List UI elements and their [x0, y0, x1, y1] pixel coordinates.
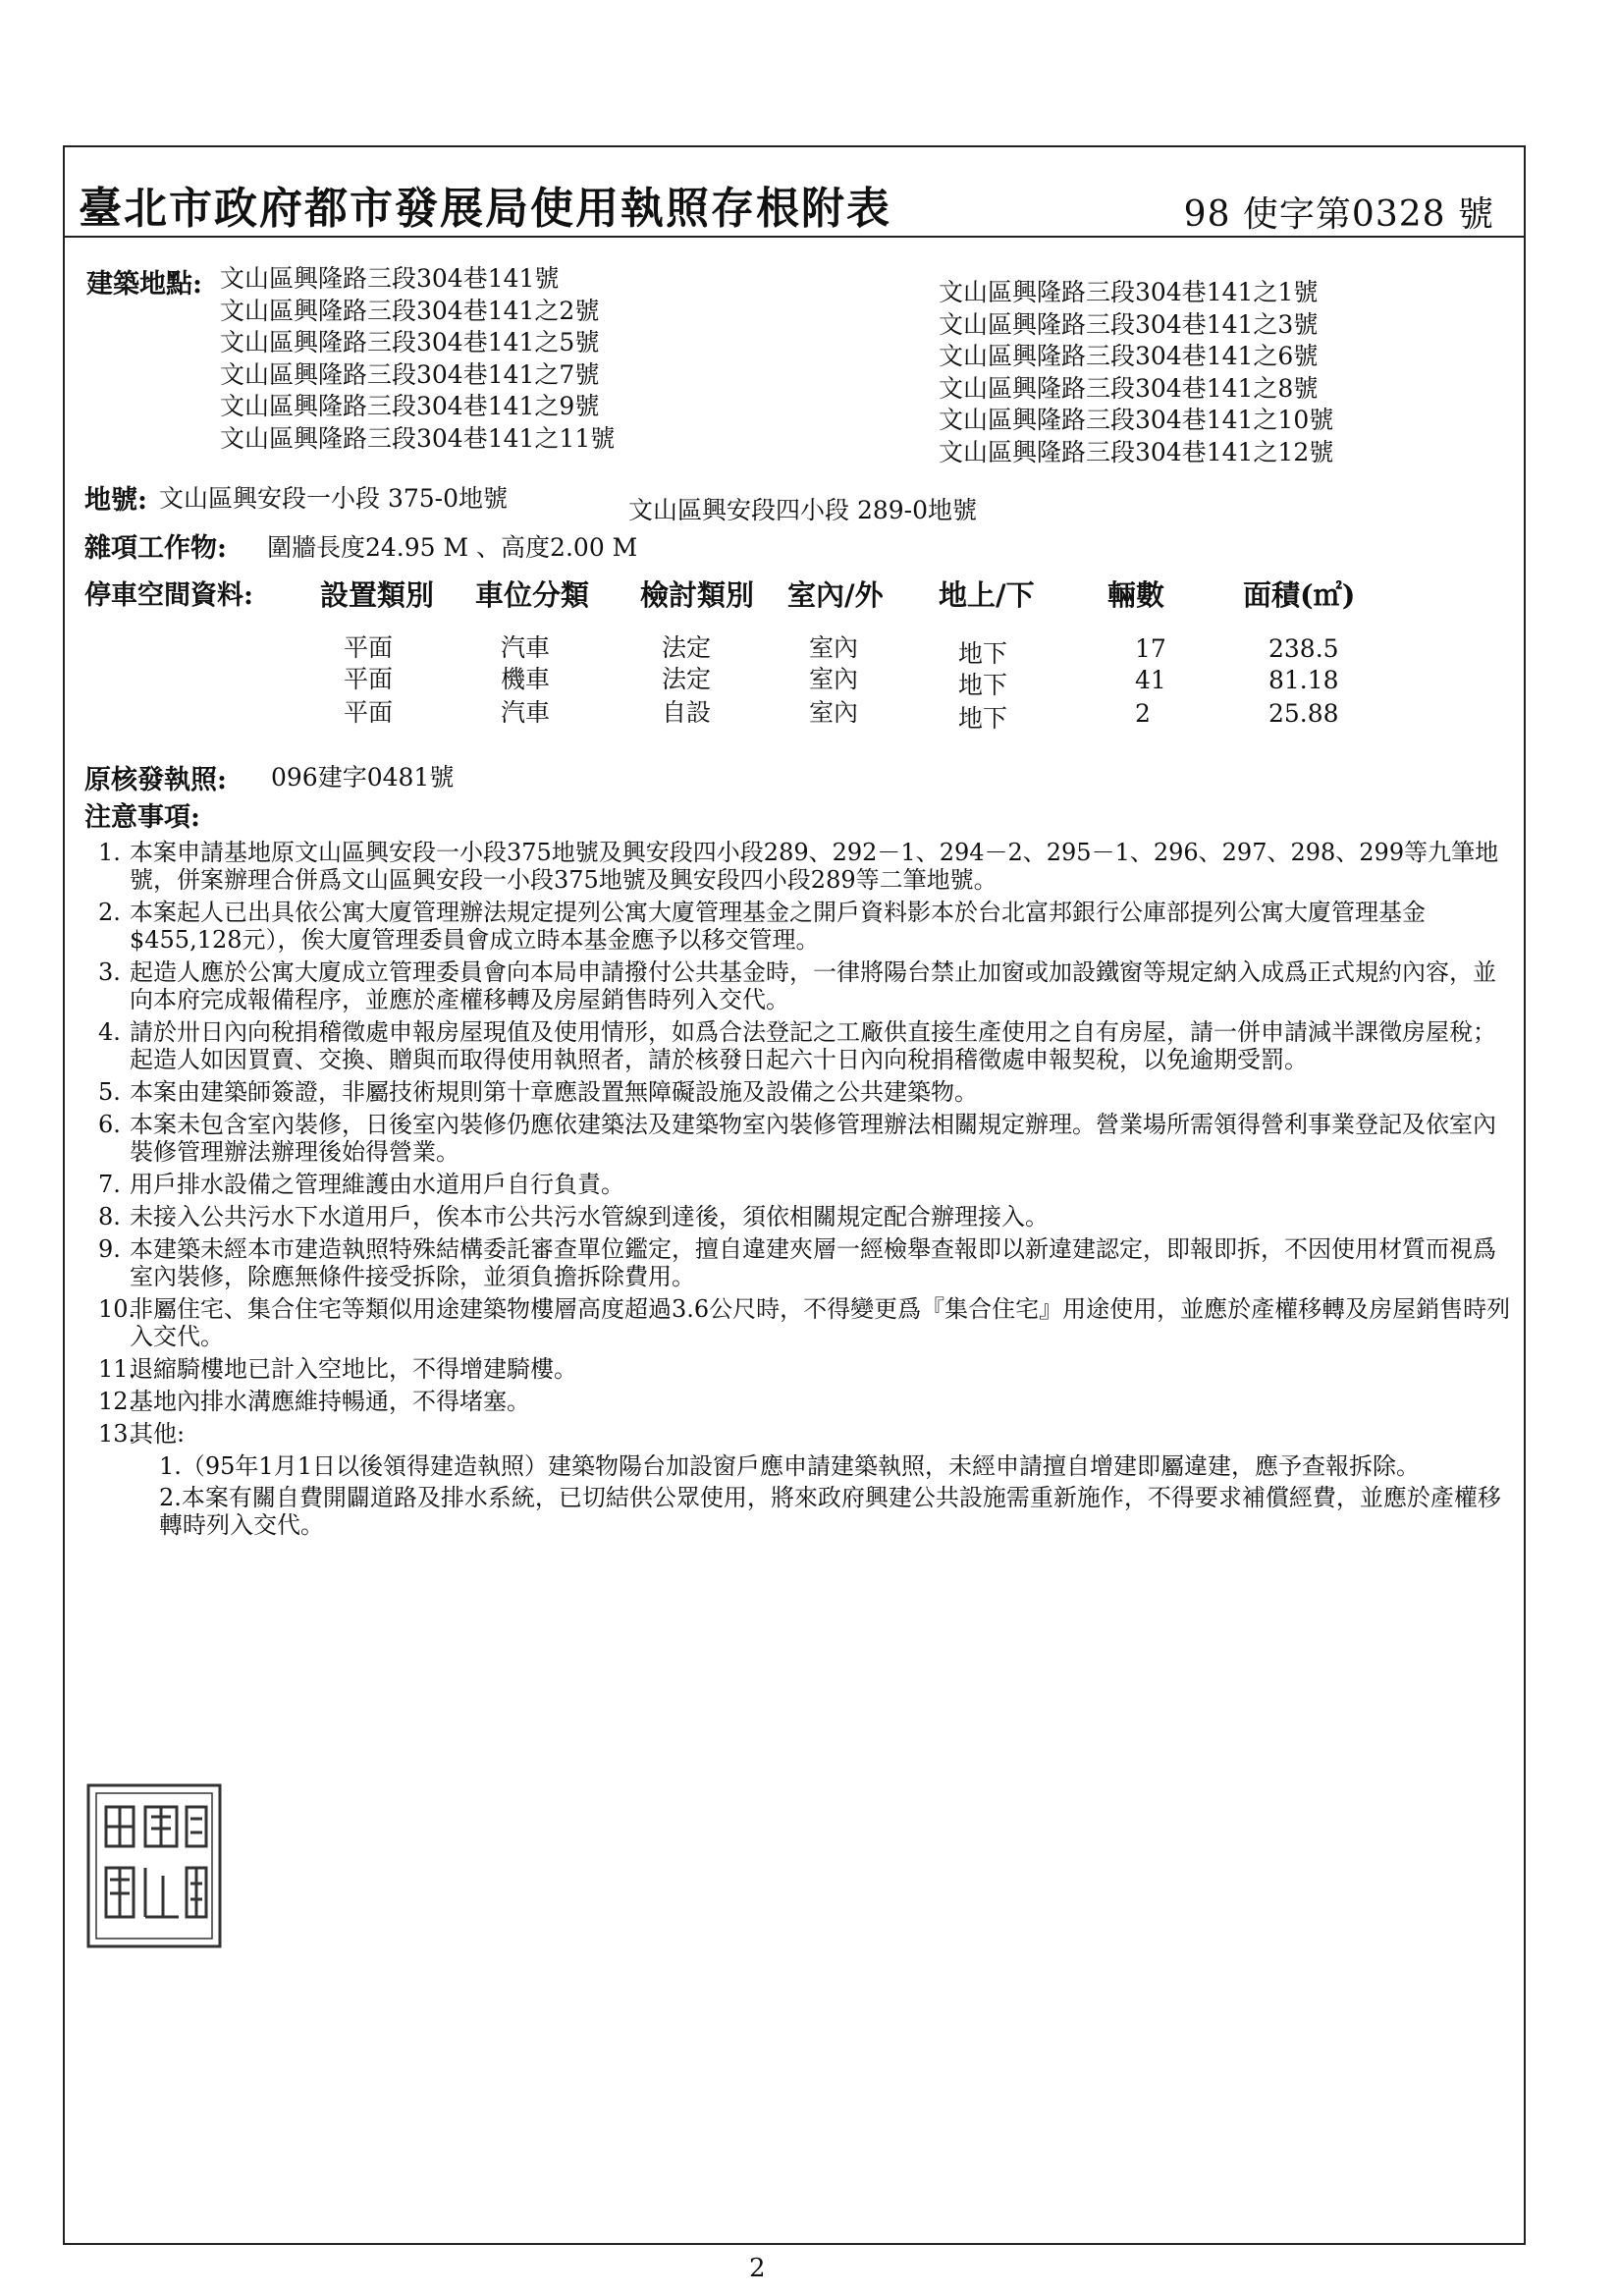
notes-list	[98, 839, 1512, 1543]
original-license-label: 原核發執照:	[84, 765, 227, 795]
parking-cell: 汽車	[501, 633, 551, 662]
site-addresses-right	[939, 277, 1333, 468]
site-address: 文山區興隆路三段304巷141之2號	[220, 296, 600, 325]
note-item	[98, 1388, 1512, 1415]
parking-label: 停車空間資料:	[84, 580, 253, 611]
note-text: 本案起人已出具依公寓大廈管理辦法規定提列公寓大廈管理基金之開戶資料影本於台北富邦銀行公庫部提列公寓大廈管理基金$455,128元），俟大廈管理委員會成立時本基金應予以移交管理。	[130, 899, 1426, 954]
note-item	[98, 1078, 1512, 1106]
site-address: 文山區興隆路三段304巷141號	[220, 264, 560, 293]
note-item	[98, 958, 1512, 1013]
note-number: 7.	[98, 1171, 121, 1198]
site-address: 文山區興隆路三段304巷141之6號	[939, 342, 1319, 370]
note-text: 其他:	[130, 1420, 186, 1448]
parking-cell: 地下	[958, 671, 1008, 699]
parking-header-cell: 輛數	[1107, 578, 1165, 612]
note-number: 3.	[98, 958, 121, 986]
parking-cell: 室內	[809, 698, 859, 727]
site-address: 文山區興隆路三段304巷141之3號	[939, 309, 1319, 339]
parking-cell: 地下	[958, 639, 1008, 668]
note-number: 6.	[98, 1111, 121, 1138]
parking-header-cell: 檢討類別	[640, 578, 755, 612]
document-number: 98 使字第0328 號	[1183, 194, 1494, 235]
note-text: 基地內排水溝應維持暢通，不得堵塞。	[130, 1388, 530, 1415]
document-title: 臺北市政府都市發展局使用執照存根附表	[79, 184, 891, 234]
site-address: 文山區興隆路三段304巷141之9號	[220, 392, 600, 420]
parking-cell: 機車	[501, 665, 551, 693]
site-address: 文山區興隆路三段304巷141之8號	[939, 373, 1319, 403]
parking-cell: 室內	[809, 633, 859, 662]
parking-cell: 汽車	[501, 698, 551, 727]
note-number: 11.	[98, 1355, 136, 1383]
parking-cell: 法定	[662, 633, 712, 662]
page-number: 2	[749, 2254, 766, 2283]
note-sub-item: 1.（95年1月1日以後領得建造執照）建築物陽台加設窗戶應申請建築執照，未經申請擅自增建即屬違建，應予查報拆除。	[159, 1452, 1420, 1480]
note-number: 10.	[98, 1295, 136, 1323]
note-number: 1.	[98, 839, 121, 866]
note-number: 8.	[98, 1203, 121, 1230]
note-item	[98, 1018, 1512, 1073]
note-sub-item: 2.本案有關自費開闢道路及排水系統，已切結供公眾使用，將來政府興建公共設施需重新施作，不得要求補償經費，並應於產權移轉時列入交代。	[159, 1484, 1501, 1539]
note-text: 本案申請基地原文山區興安段一小段375地號及興安段四小段289、292－1、294－2、295－1、296、297、298、299等九筆地號，併案辦理合併爲文山區興安段一小段375地號及興安段四小段289等二筆地號。	[130, 839, 1499, 894]
parking-header-cell: 面積(㎡)	[1243, 578, 1356, 612]
parking-header-cell: 地上/下	[939, 578, 1035, 612]
parking-cell: 25.88	[1268, 699, 1339, 728]
parking-header-cell: 設置類別	[320, 578, 435, 612]
note-number: 2.	[98, 899, 121, 926]
site-address: 文山區興隆路三段304巷141之11號	[220, 423, 616, 453]
parking-cell: 238.5	[1268, 634, 1339, 663]
note-text: 請於卅日內向稅捐稽徵處申報房屋現值及使用情形，如爲合法登記之工廠供直接生產使用之自有房屋，請一併申請減半課徵房屋稅；起造人如因買賣、交換、贈與而取得使用執照者，請於核發日起六十日內向稅捐稽徵處申報契稅，以免逾期受罰。	[130, 1018, 1496, 1073]
parking-cell: 室內	[809, 665, 859, 693]
parking-cell: 17	[1135, 634, 1166, 663]
note-number: 12.	[98, 1388, 136, 1415]
parking-cell: 81.18	[1268, 666, 1339, 694]
parking-cell: 法定	[662, 665, 712, 693]
note-text: 本案未包含室內裝修，日後室內裝修仍應依建築法及建築物室內裝修管理辦法相關規定辦理。營業場所需領得營利事業登記及依室內裝修管理辦法辦理後始得營業。	[130, 1111, 1496, 1166]
note-text: 起造人應於公寓大廈成立管理委員會向本局申請撥付公共基金時，一律將陽台禁止加窗或加設鐵窗等規定納入成爲正式規約內容，並向本府完成報備程序，並應於產權移轉及房屋銷售時列入交代。	[130, 958, 1496, 1013]
note-number: 4.	[98, 1018, 121, 1046]
parking-cell: 平面	[344, 698, 394, 727]
note-number: 13.	[98, 1420, 136, 1448]
note-item	[98, 899, 1512, 954]
parking-cell: 自設	[662, 698, 712, 727]
note-item	[98, 1171, 1512, 1198]
note-number: 9.	[98, 1235, 121, 1263]
misc-label: 雜項工作物:	[84, 533, 227, 564]
parking-cell: 地下	[958, 704, 1008, 733]
site-address: 文山區興隆路三段304巷141之1號	[939, 278, 1319, 306]
title-bar	[65, 147, 1524, 238]
parking-header-cell: 車位分類	[475, 578, 590, 612]
note-text: 用戶排水設備之管理維護由水道用戶自行負責。	[130, 1171, 624, 1198]
note-item	[98, 1235, 1512, 1290]
note-item	[98, 1420, 1512, 1448]
site-address: 文山區興隆路三段304巷141之7號	[220, 359, 600, 389]
site-address: 文山區興隆路三段304巷141之10號	[939, 406, 1334, 434]
parking-cell: 41	[1135, 666, 1166, 694]
lot-value-2: 文山區興安段四小段 289-0地號	[628, 496, 978, 524]
document-frame	[63, 145, 1526, 2245]
original-license-value: 096建字0481號	[271, 763, 455, 792]
note-text: 非屬住宅、集合住宅等類似用途建築物樓層高度超過3.6公尺時，不得變更爲『集合住宅』用途使用，並應於產權移轉及房屋銷售時列入交代。	[130, 1295, 1511, 1350]
note-item	[98, 1111, 1512, 1166]
misc-value: 圍牆長度24.95 M 、高度2.00 M	[267, 533, 638, 562]
note-number: 5.	[98, 1078, 121, 1106]
note-item	[98, 1355, 1512, 1383]
parking-header-cell: 室內/外	[787, 578, 884, 612]
official-seal-stamp	[81, 1777, 228, 1954]
notes-label: 注意事項:	[84, 802, 200, 833]
note-text: 未接入公共污水下水道用戶，俟本市公共污水管線到達後，須依相關規定配合辦理接入。	[130, 1203, 1049, 1230]
note-item	[98, 1295, 1512, 1350]
lot-label: 地號:	[84, 485, 147, 516]
note-item	[98, 1203, 1512, 1230]
parking-cell: 2	[1135, 699, 1151, 728]
site-addresses-left	[220, 263, 615, 455]
site-address: 文山區興隆路三段304巷141之12號	[939, 437, 1334, 466]
site-address: 文山區興隆路三段304巷141之5號	[220, 328, 600, 356]
parking-cell: 平面	[344, 633, 394, 662]
note-text: 本建築未經本市建造執照特殊結構委託審查單位鑑定，擅自違建夾層一經檢舉查報即以新違建認定，即報即拆，不因使用材質而視爲室內裝修，除應無條件接受拆除，並須負擔拆除費用。	[130, 1235, 1496, 1290]
note-item	[98, 839, 1512, 894]
lot-value-1: 文山區興安段一小段 375-0地號	[159, 484, 509, 513]
site-label: 建築地點:	[86, 269, 202, 300]
parking-cell: 平面	[344, 665, 394, 693]
note-text: 本案由建築師簽證，非屬技術規則第十章應設置無障礙設施及設備之公共建築物。	[130, 1078, 978, 1106]
note-text: 退縮騎樓地已計入空地比，不得增建騎樓。	[130, 1355, 577, 1383]
